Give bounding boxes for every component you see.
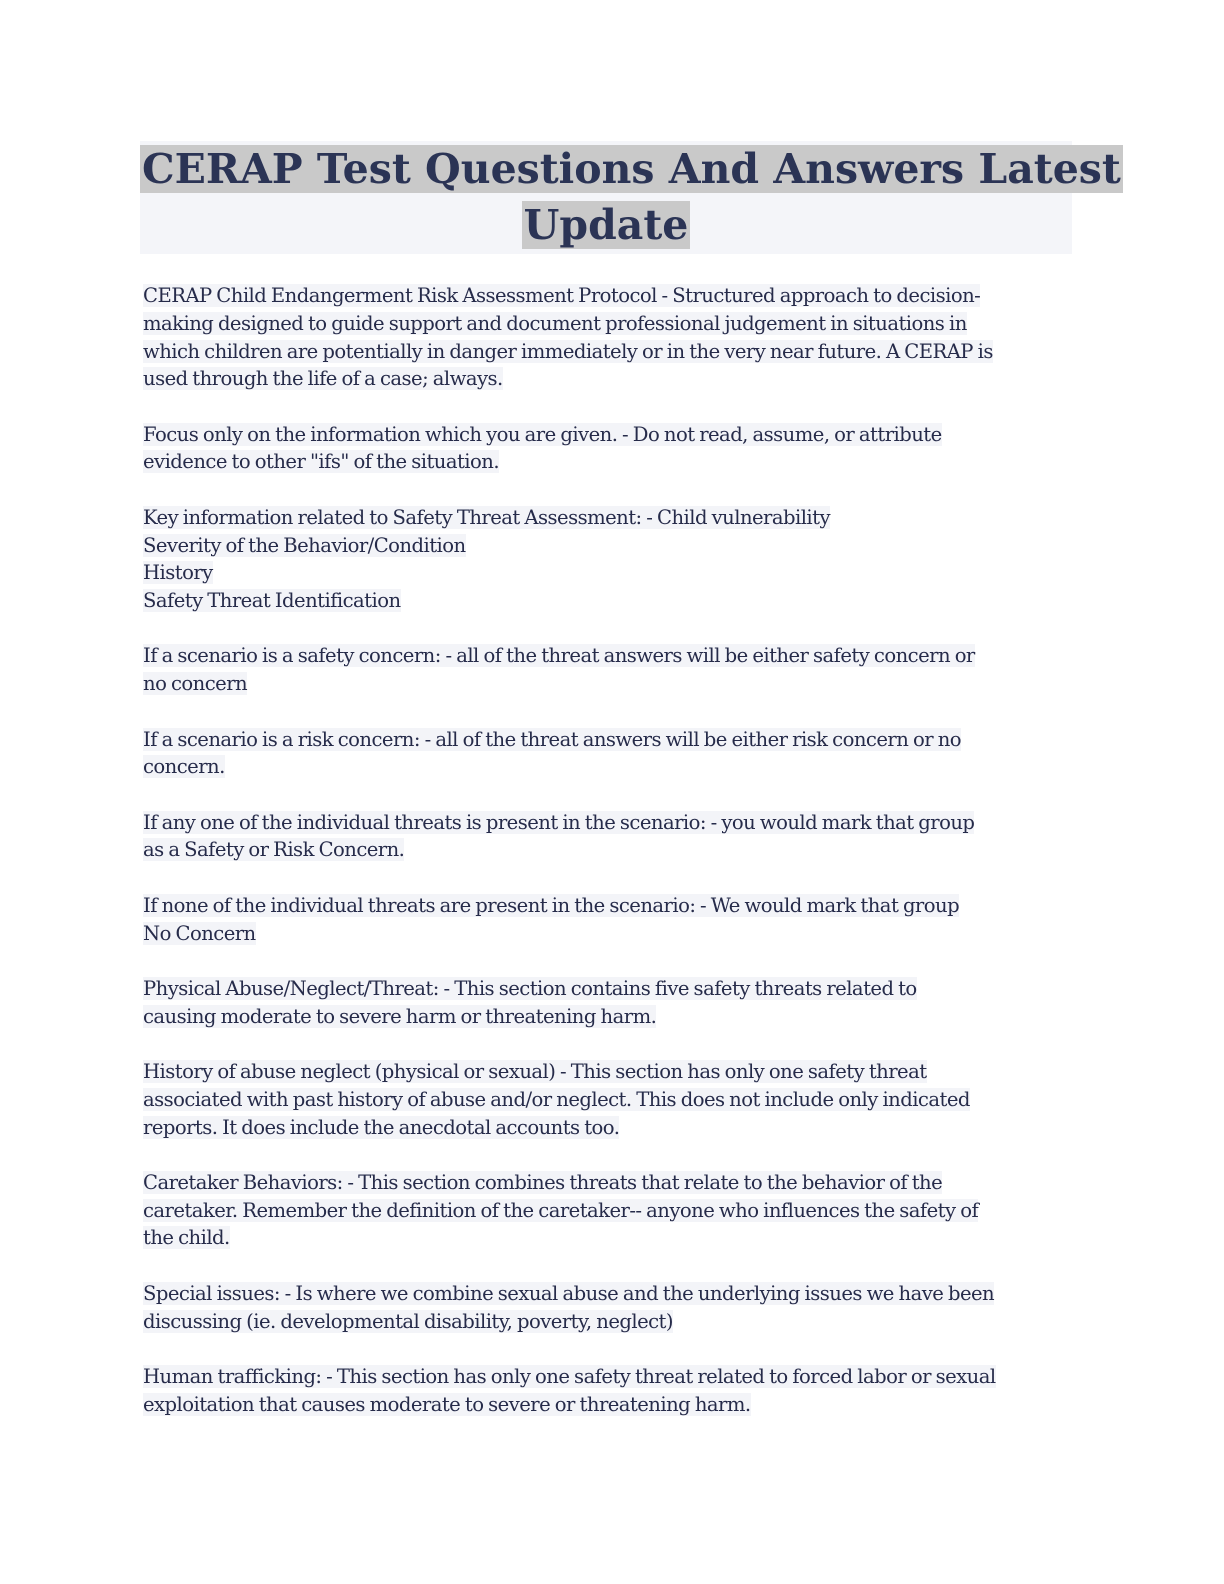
paragraph (143, 504, 1078, 615)
paragraph-line (143, 448, 1078, 476)
paragraph-line (143, 1308, 1078, 1336)
paragraph-line (143, 587, 1078, 615)
paragraph-line-text: Caretaker Behaviors: - This section combines threats that relate to the behavior of the (143, 1170, 943, 1194)
paragraph-line (143, 338, 1078, 366)
document-body (143, 282, 1078, 1446)
paragraph-line (143, 1086, 1078, 1114)
paragraph-line-text: No Concern (143, 921, 256, 945)
paragraph-line-text: Safety Threat Identification (143, 589, 401, 613)
title-line (140, 197, 1072, 253)
paragraph-line-text: History (143, 561, 213, 585)
paragraph-line (143, 836, 1078, 864)
paragraph-line-text: used through the life of a case; always. (143, 367, 503, 391)
paragraph (143, 1363, 1078, 1419)
paragraph-line-text: the child. (143, 1226, 230, 1250)
paragraph-line-text: concern. (143, 755, 225, 779)
paragraph-line (143, 421, 1078, 449)
paragraph-line-text: Physical Abuse/Neglect/Threat: - This section contains five safety threats related to (143, 976, 917, 1000)
paragraph (143, 809, 1078, 865)
paragraph-line-text: making designed to guide support and document professional judgement in situations in (143, 311, 967, 335)
paragraph-line (143, 920, 1078, 948)
title-line (140, 141, 1121, 197)
paragraph-line-text: If a scenario is a risk concern: - all of the threat answers will be either risk concern or no (143, 727, 962, 751)
paragraph-line (143, 1391, 1078, 1419)
paragraph-line (143, 753, 1078, 781)
paragraph-line (143, 504, 1078, 532)
paragraph-line (143, 1280, 1078, 1308)
title-text: CERAP Test Questions And Answers Latest (142, 145, 1121, 193)
paragraph-line (143, 1003, 1078, 1031)
paragraph-line-text: evidence to other "ifs" of the situation. (143, 450, 500, 474)
paragraph-line-text: reports. It does include the anecdotal accounts too. (143, 1115, 620, 1139)
paragraph-line (143, 670, 1078, 698)
paragraph-line (143, 1114, 1078, 1142)
paragraph (143, 1058, 1078, 1141)
paragraph-line (143, 892, 1078, 920)
paragraph (143, 421, 1078, 477)
paragraph-line-text: which children are potentially in danger immediately or in the very near future. A CERAP is (143, 339, 993, 363)
paragraph-line-text: causing moderate to severe harm or threatening harm. (143, 1004, 657, 1028)
paragraph-line-text: discussing (ie. developmental disability, poverty, neglect) (143, 1309, 673, 1333)
paragraph-line (143, 1058, 1078, 1086)
paragraph (143, 642, 1078, 698)
title-text: Update (523, 201, 689, 249)
paragraph-line-text: History of abuse neglect (physical or sexual) - This section has only one safety threat (143, 1059, 927, 1083)
paragraph-line-text: CERAP Child Endangerment Risk Assessment Protocol - Structured approach to decision- (143, 284, 981, 307)
paragraph-line-text: Focus only on the information which you are given. - Do not read, assume, or attribute (143, 422, 942, 446)
paragraph-line-text: Human trafficking: - This section has only one safety threat related to forced labor or sexual (143, 1364, 996, 1388)
paragraph-line-text: Special issues: - Is where we combine sexual abuse and the underlying issues we have been (143, 1281, 995, 1305)
paragraph-line (143, 1363, 1078, 1391)
paragraph-line (143, 1224, 1078, 1252)
paragraph-line-text: If none of the individual threats are present in the scenario: - We would mark that group (143, 893, 960, 917)
paragraph-line-text: no concern (143, 672, 248, 696)
paragraph-line (143, 726, 1078, 754)
paragraph-line (143, 282, 1078, 310)
document-title (140, 141, 1121, 254)
paragraph-line-text: If a scenario is a safety concern: - all of the threat answers will be either safety concern or (143, 644, 975, 668)
paragraph-line-text: If any one of the individual threats is present in the scenario: - you would mark that group (143, 810, 975, 834)
paragraph-line (143, 559, 1078, 587)
paragraph-line-text: Severity of the Behavior/Condition (143, 533, 466, 557)
paragraph (143, 282, 1078, 393)
paragraph-line (143, 310, 1078, 338)
paragraph (143, 1280, 1078, 1336)
paragraph-line-text: as a Safety or Risk Concern. (143, 838, 405, 862)
paragraph-line (143, 532, 1078, 560)
paragraph (143, 975, 1078, 1031)
paragraph-line (143, 1197, 1078, 1225)
paragraph-line-text: exploitation that causes moderate to severe or threatening harm. (143, 1392, 751, 1416)
paragraph (143, 726, 1078, 782)
paragraph-line-text: associated with past history of abuse and/or neglect. This does not include only indicated (143, 1087, 970, 1111)
paragraph-line (143, 975, 1078, 1003)
paragraph (143, 892, 1078, 948)
paragraph (143, 1169, 1078, 1252)
paragraph-line-text: caretaker. Remember the definition of the caretaker-- anyone who influences the safety of (143, 1198, 979, 1222)
paragraph-line (143, 1169, 1078, 1197)
paragraph-line-text: Key information related to Safety Threat Assessment: - Child vulnerability (143, 505, 830, 529)
paragraph-line (143, 365, 1078, 393)
paragraph-line (143, 809, 1078, 837)
paragraph-line (143, 642, 1078, 670)
